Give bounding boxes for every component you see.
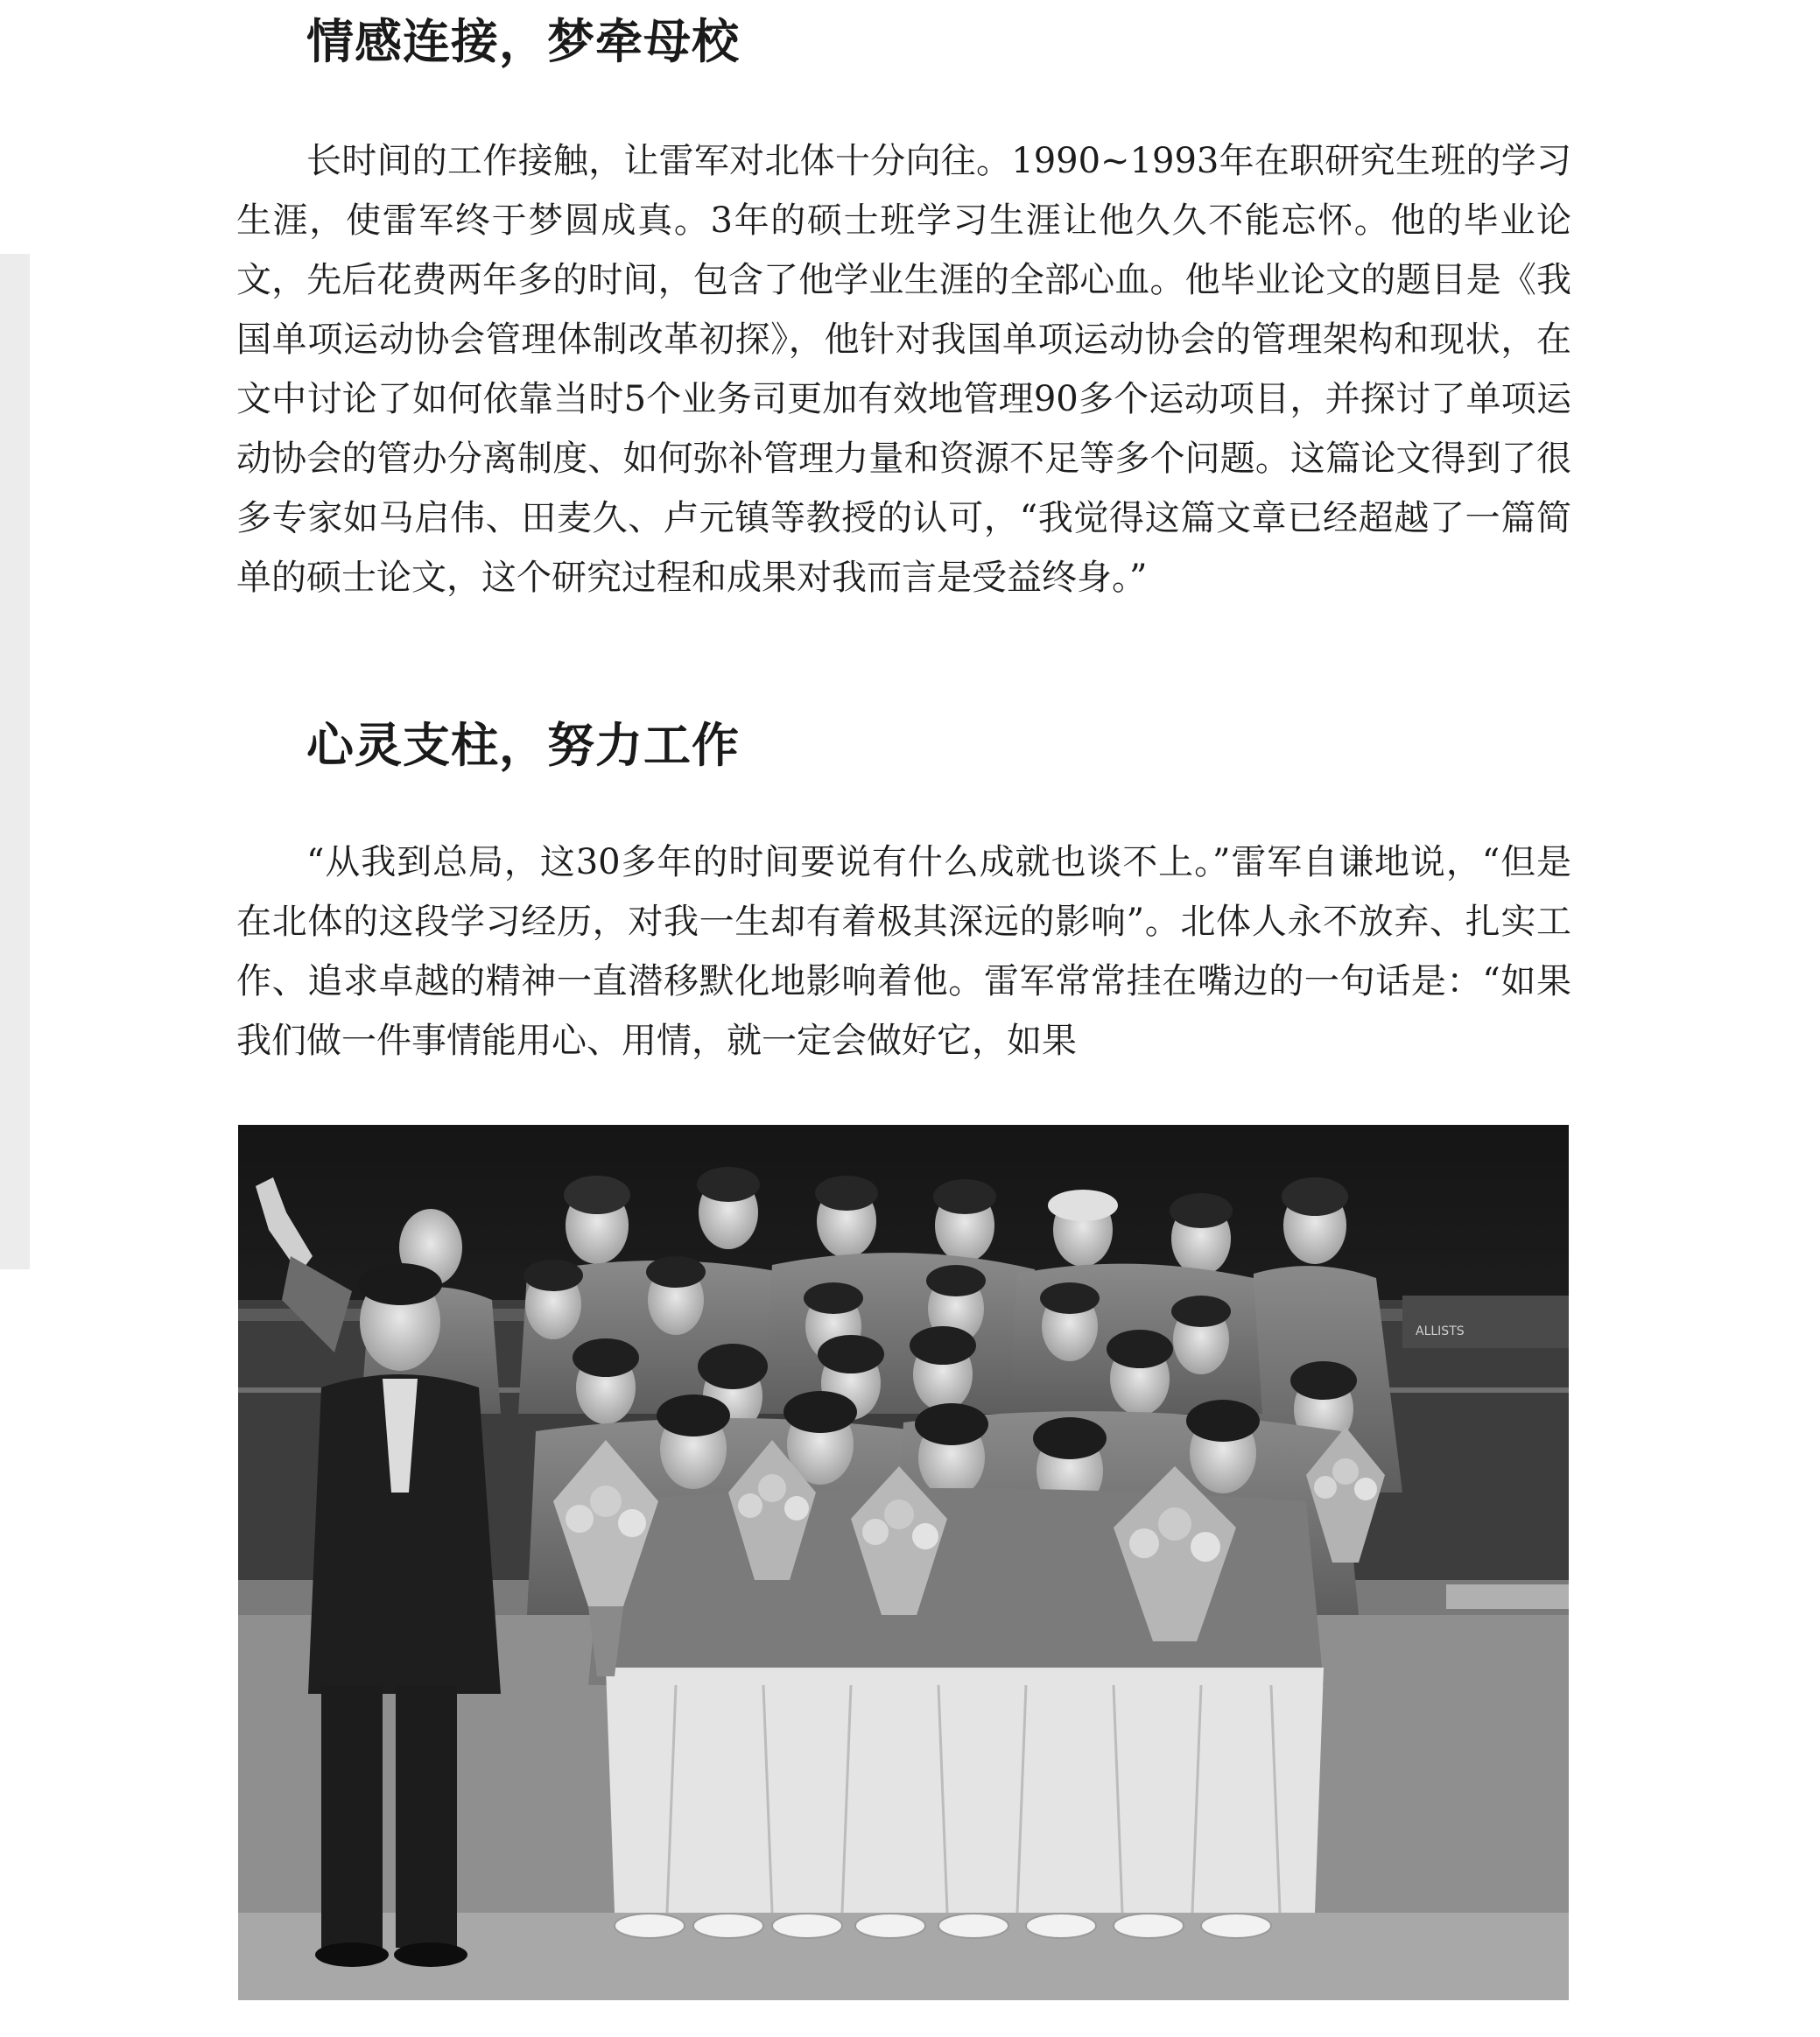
section-heading: 情感连接，梦牵母校 [306, 14, 740, 69]
team-group-photo [238, 1125, 1569, 2000]
body-paragraph: 长时间的工作接触，让雷军对北体十分向往。1990~1993年在职研究生班的学习生涯，使雷军终于梦圆成真。3年的硕士班学习生涯让他久久不能忘怀。他的毕业论文，先后花费两年多的时间，包含了他学业生涯的全部心血。他毕业论文的题目是《我国单项运动协会管理体制改革初探》，他针对我国单项运动协会的管理架构和现状，在文中讨论了如何依靠当时5个业务司更加有效地管理90多个运动项目，并探讨了单项运动协会的管办分离制度、如何弥补管理力量和资源不足等多个问题。这篇论文得到了很多专家如马启伟、田麦久、卢元镇等教授的认可，“我觉得这篇文章已经超越了一篇简单的硕士论文，这个研究过程和成果对我而言是受益终身。” [236, 141, 1571, 598]
section-heading: 心灵支柱，努力工作 [306, 718, 740, 773]
body-paragraph: “从我到总局，这30多年的时间要说有什么成就也谈不上。”雷军自谦地说，“但是在北体的这段学习经历，对我一生却有着极其深远的影响”。北体人永不放弃、扎实工作、追求卓越的精神一直潜移默化地影响着他。雷军常常挂在嘴边的一句话是：“如果我们做一件事情能用心、用情，就一定会做好它，如果 [236, 842, 1571, 1061]
page-edge-strip [0, 254, 30, 1269]
scoreboard-text: ALLISTS [1416, 1324, 1465, 1338]
